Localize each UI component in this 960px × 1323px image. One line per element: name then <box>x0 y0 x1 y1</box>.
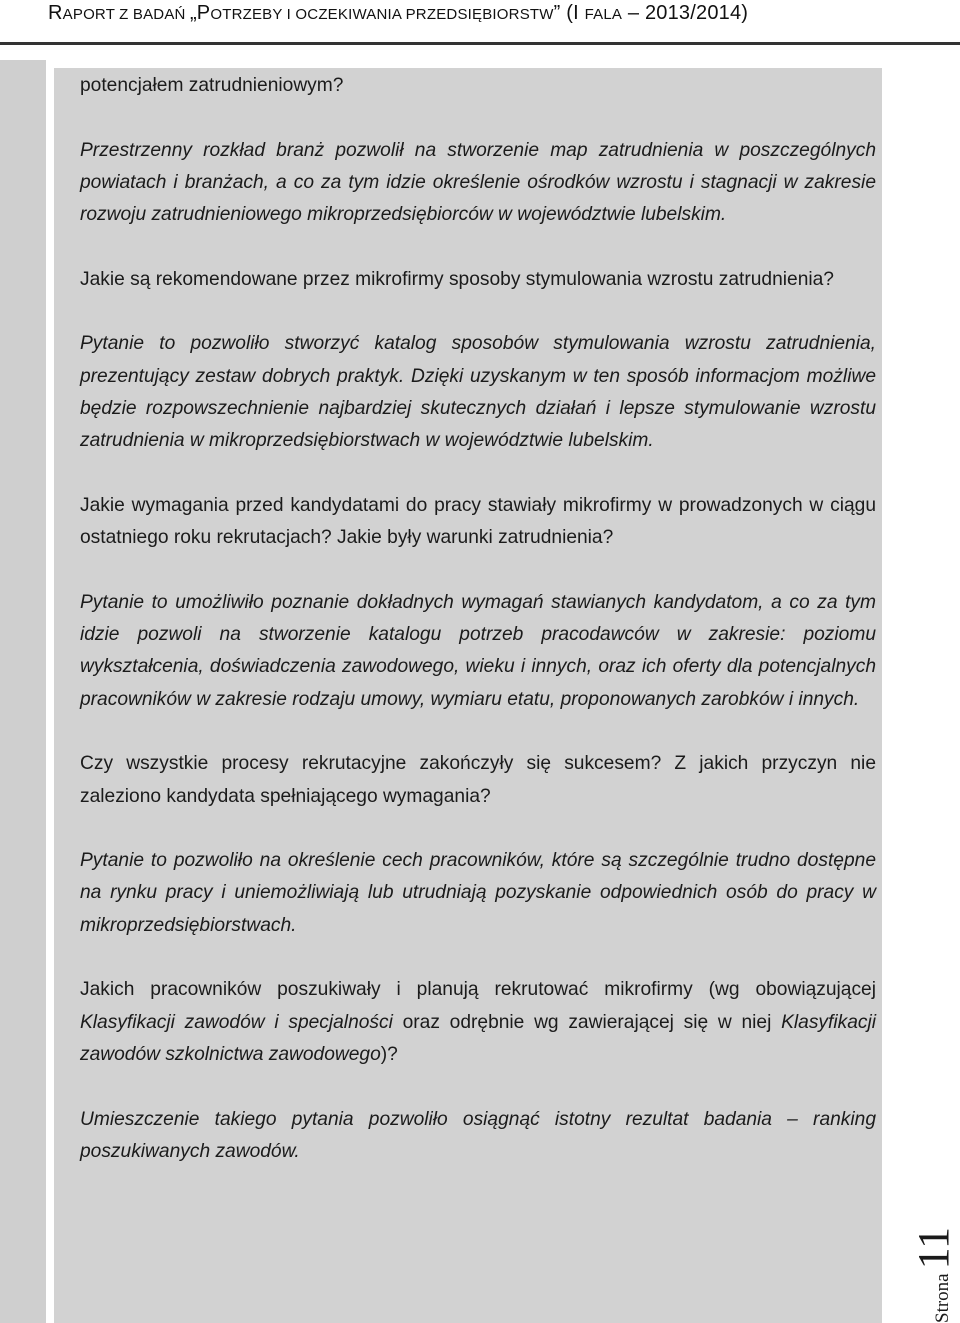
answer-paragraph: Pytanie to pozwoliło na określenie cech pracowników, które są szczególnie trudno dostępne na rynku pracy i uniemożliwiają lub utrudniają pozyskanie odpowiednich osób do pracy w mikroprzedsiębiorstwach. <box>80 850 876 936</box>
page-label: Strona <box>932 1273 953 1323</box>
classification-title: Klasyfikacji zawodów i specjalności <box>80 1011 393 1033</box>
paragraph-continuation: potencjałem zatrudnieniowym? <box>80 75 344 96</box>
answer-paragraph: Przestrzenny rozkład branż pozwolił na stworzenie map zatrudnienia w poszczególnych powiatach i branżach, a co za tym idzie określenie ośrodków wzrostu i stagnacji w zakresie rozwoju zatrudnieniowego mikroprzedsiębiorców w województwie lubelskim. <box>80 139 876 226</box>
header-rule <box>0 42 960 45</box>
question-text: Jakich pracowników poszukiwały i planują rekrutować mikrofirmy (wg obowiązującej <box>80 979 876 1001</box>
header-title-part: „P <box>189 2 211 24</box>
classification-title: Klasyfikacji zawodów szkolnictwa zawodowego <box>80 1011 876 1065</box>
question-text: )? <box>380 1043 398 1065</box>
page-content <box>80 70 876 1200</box>
question-paragraph: Jakie wymagania przed kandydatami do pracy stawiały mikrofirmy w prowadzonych w ciągu ostatniego roku rekrutacjach? Jakie były warunki zatrudnienia? <box>80 494 876 549</box>
question-paragraph <box>80 974 876 1071</box>
page-number-footer <box>908 1227 959 1323</box>
question-text: oraz odrębnie wg zawierającej się w niej <box>392 1011 782 1033</box>
running-header <box>48 2 928 25</box>
answer-paragraph: Pytanie to umożliwiło poznanie dokładnych wymagań stawianych kandydatom, a co za tym idzie pozwoli na stworzenie katalogu potrzeb pracodawców w zakresie: poziomu wykształcenia, doświadczenia zawodowego, wieku i innych, oraz ich oferty dla potencjalnych pracowników w zakresie rodzaju umowy, wymiaru etatu, proponowanych zarobków i innych. <box>80 591 876 710</box>
header-title-part: APORT Z BADAŃ <box>62 6 190 23</box>
page-number: 11 <box>909 1227 958 1270</box>
left-margin-strip <box>0 60 46 1323</box>
question-paragraph: Jakie są rekomendowane przez mikrofirmy sposoby stymulowania wzrostu zatrudnienia? <box>80 268 834 290</box>
header-title-part: – 2013/2014) <box>622 2 749 24</box>
header-title-part: FALA <box>584 6 623 23</box>
answer-paragraph: Umieszczenie takiego pytania pozwoliło osiągnąć istotny rezultat badania – ranking poszukiwanych zawodów. <box>80 1108 876 1162</box>
header-title-part: OTRZEBY I OCZEKIWANIA PRZEDSIĘBIORSTW <box>210 6 554 23</box>
question-paragraph: Czy wszystkie procesy rekrutacyjne zakończyły się sukcesem? Z jakich przyczyn nie zaleziono kandydata spełniającego wymagania? <box>80 753 876 807</box>
answer-paragraph: Pytanie to pozwoliło stworzyć katalog sposobów stymulowania wzrostu zatrudnienia, prezentujący zestaw dobrych praktyk. Dzięki uzyskanym w ten sposób informacjom możliwe będzie rozpowszechnienie najbardziej skutecznych działań i lepsze stymulowanie wzrostu zatrudnienia w mikroprzedsiębiorstwach w województwie lubelskim. <box>80 333 876 452</box>
header-title-part: ” (I <box>553 2 585 24</box>
gutter <box>46 60 54 1323</box>
header-title-part: R <box>48 2 63 24</box>
